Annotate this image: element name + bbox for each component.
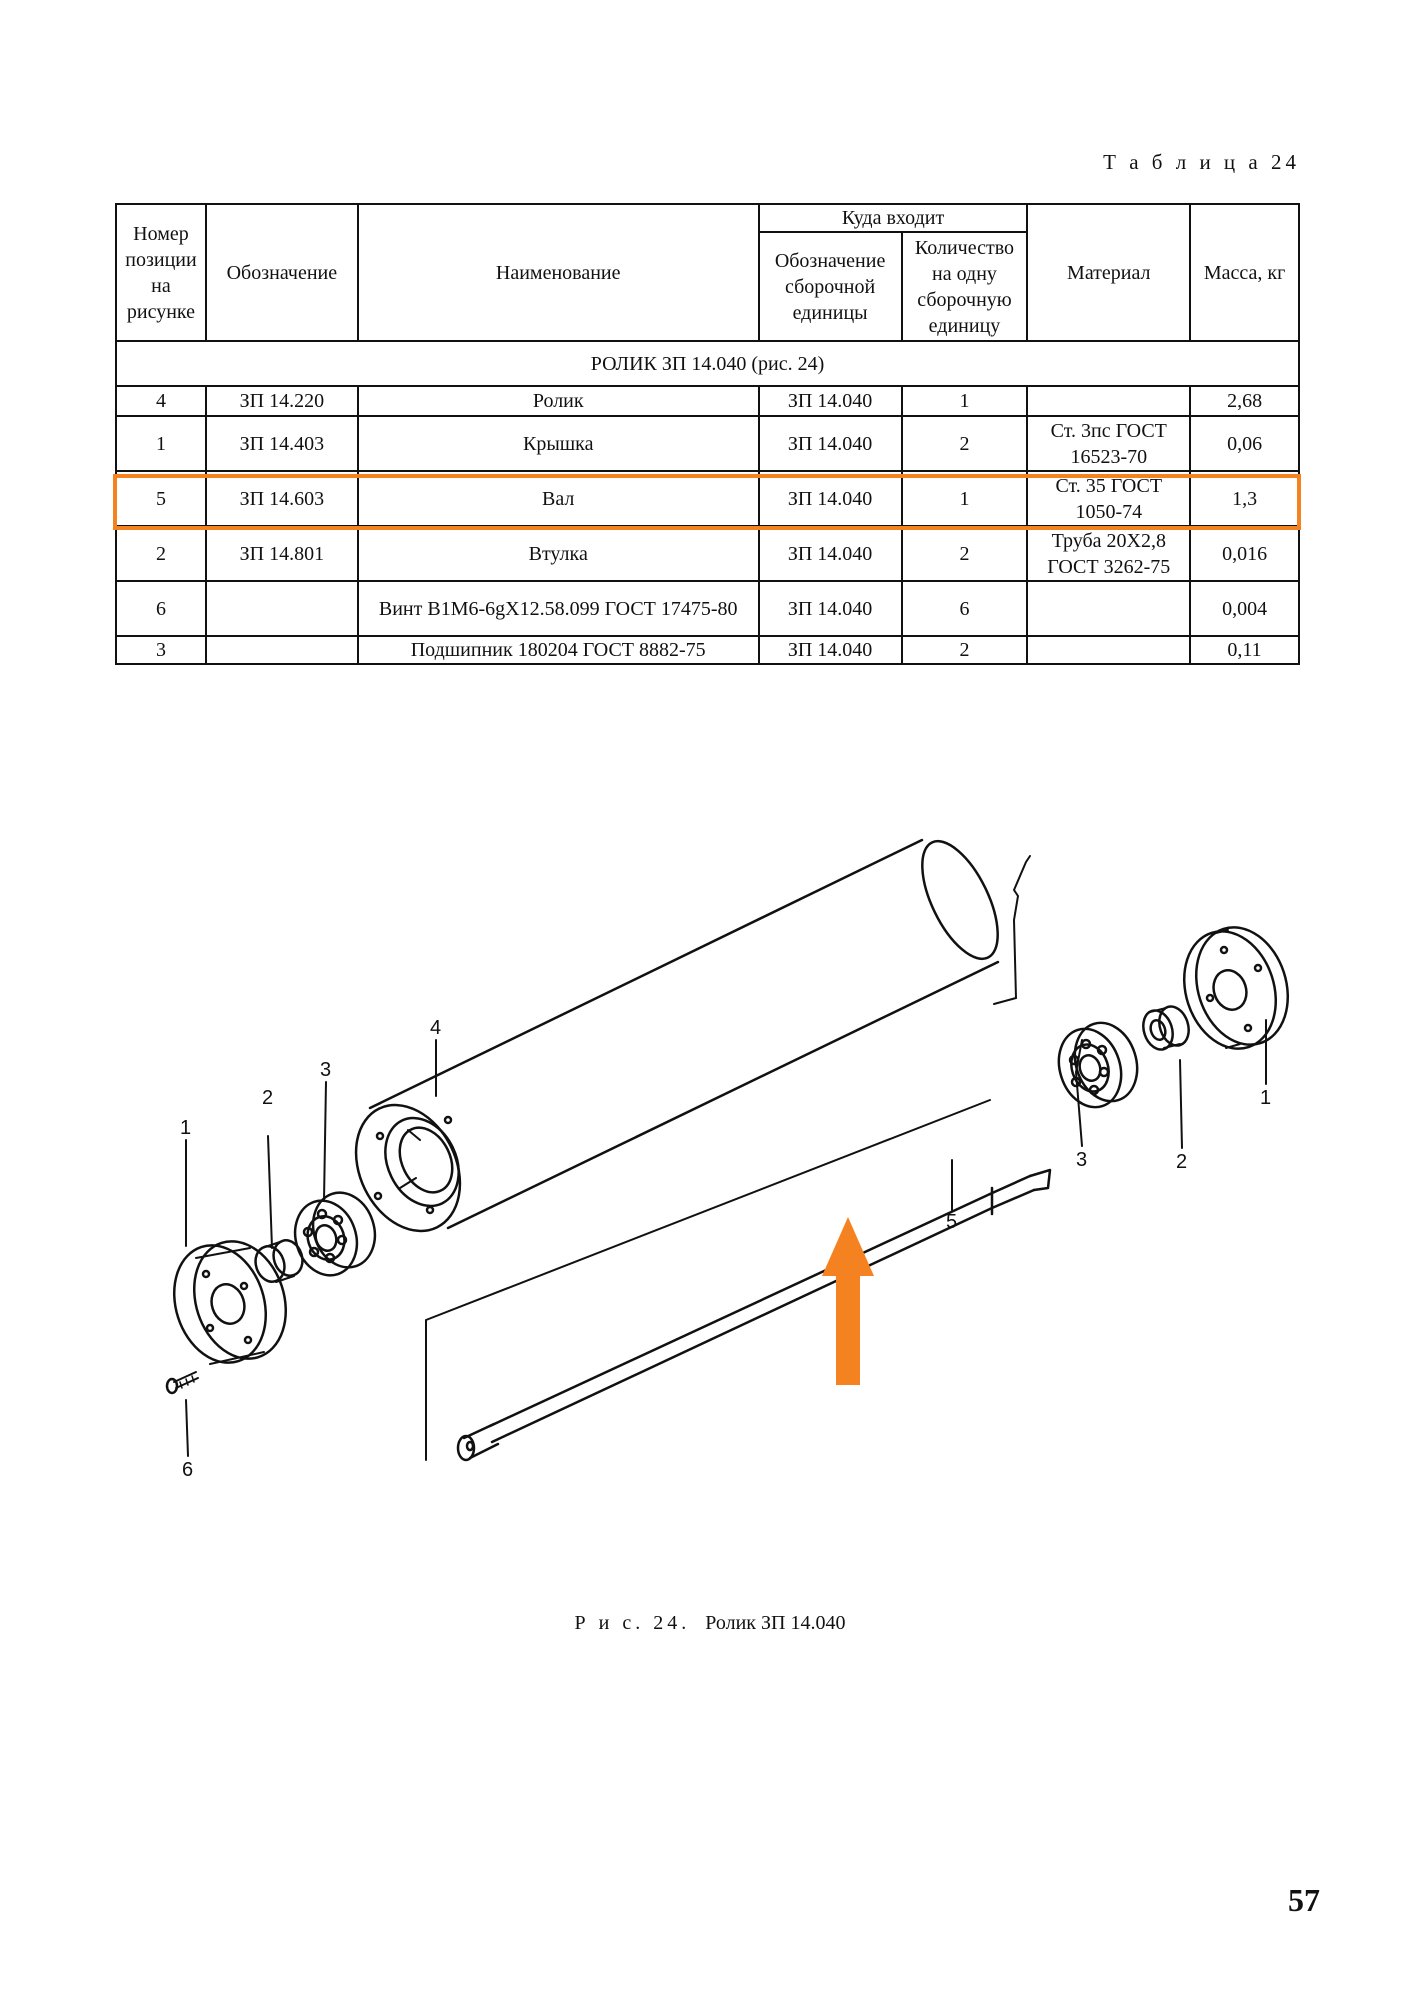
exploded-view-drawing: [130, 800, 1310, 1520]
cell-designation: ЗП 14.403: [206, 416, 358, 471]
page-number: 57: [1288, 1882, 1320, 1918]
right-bearing: [1049, 1015, 1147, 1116]
cell-mass: 2,68: [1190, 386, 1299, 416]
cell-mass: 0,004: [1190, 581, 1299, 636]
roller-exploded-figure: [130, 800, 1310, 1520]
header-designation: Обозначение: [206, 204, 358, 341]
cell-pos: 4: [116, 386, 206, 416]
cell-pos: 1: [116, 416, 206, 471]
cell-name: Подшипник 180204 ГОСТ 8882-75: [358, 636, 759, 664]
cell-material: Ст. 35 ГОСТ 1050-74: [1027, 471, 1190, 526]
header-mass: Масса, кг: [1190, 204, 1299, 341]
cell-material: Труба 20Х2,8 ГОСТ 3262-75: [1027, 526, 1190, 581]
cell-qty: 1: [902, 471, 1028, 526]
cell-mass: 0,016: [1190, 526, 1299, 581]
table-row: [116, 526, 1299, 581]
header-name: Наименование: [358, 204, 759, 341]
cell-designation: ЗП 14.220: [206, 386, 358, 416]
cell-assembly: ЗП 14.040: [759, 581, 902, 636]
cell-name: Крышка: [358, 416, 759, 471]
cell-name: Винт В1М6-6gХ12.58.099 ГОСТ 17475-80: [358, 581, 759, 636]
left-bushing: [251, 1237, 307, 1286]
up-arrow-icon: [822, 1217, 874, 1385]
cell-pos: 6: [116, 581, 206, 636]
cell-designation: [206, 581, 358, 636]
right-bushing: [1139, 1003, 1194, 1054]
screw: [167, 1372, 198, 1393]
table-row: [116, 416, 1299, 471]
header-position: Номер позиции на рисунке: [116, 204, 206, 341]
table-row: [116, 636, 1299, 664]
header-assembly: Обозначение сборочной единицы: [759, 232, 902, 341]
callout-1-right: 1: [1260, 1087, 1272, 1109]
callout-3-left: 3: [320, 1059, 332, 1081]
cell-pos: 2: [116, 526, 206, 581]
cell-designation: [206, 636, 358, 664]
cell-assembly: ЗП 14.040: [759, 416, 902, 471]
callout-2-left: 2: [262, 1087, 274, 1109]
parts-table: [115, 203, 1300, 665]
cell-material: Ст. 3пс ГОСТ 16523-70: [1027, 416, 1190, 471]
figure-caption: [420, 1612, 1000, 1635]
header-where-used: Куда входит: [759, 204, 1028, 232]
table-row: [116, 581, 1299, 636]
cell-assembly: ЗП 14.040: [759, 386, 902, 416]
figure-caption-label: Р и с. 24.: [574, 1612, 691, 1634]
cell-mass: 0,06: [1190, 416, 1299, 471]
table-row: [116, 471, 1299, 526]
cell-qty: 1: [902, 386, 1028, 416]
header-material: Материал: [1027, 204, 1190, 341]
header-quantity: Количество на одну сборочную единицу: [902, 232, 1028, 341]
callout-2-right: 2: [1176, 1151, 1188, 1173]
cell-qty: 6: [902, 581, 1028, 636]
cell-name: Ролик: [358, 386, 759, 416]
cell-material: [1027, 581, 1190, 636]
cell-material: [1027, 386, 1190, 416]
right-cover: [1170, 915, 1303, 1060]
table-caption: Т а б л и ц а 24: [1103, 150, 1300, 174]
callout-1-left: 1: [180, 1117, 192, 1139]
cell-designation: ЗП 14.801: [206, 526, 358, 581]
cell-pos: 5: [116, 471, 206, 526]
callout-3-right: 3: [1076, 1149, 1088, 1171]
callout-6: 6: [182, 1459, 194, 1481]
cell-pos: 3: [116, 636, 206, 664]
cell-assembly: ЗП 14.040: [759, 526, 902, 581]
cell-assembly: ЗП 14.040: [759, 471, 902, 526]
roller-tube: [336, 830, 1030, 1248]
cell-qty: 2: [902, 526, 1028, 581]
figure-caption-title: Ролик ЗП 14.040: [705, 1612, 846, 1634]
table-row: [116, 386, 1299, 416]
cell-mass: 0,11: [1190, 636, 1299, 664]
callout-4: 4: [430, 1017, 442, 1039]
cell-assembly: ЗП 14.040: [759, 636, 902, 664]
cell-mass: 1,3: [1190, 471, 1299, 526]
cell-name: Втулка: [358, 526, 759, 581]
cell-qty: 2: [902, 416, 1028, 471]
section-title: РОЛИК ЗП 14.040 (рис. 24): [116, 341, 1299, 386]
cell-designation: ЗП 14.603: [206, 471, 358, 526]
shaft: [426, 1100, 1050, 1460]
cell-name: Вал: [358, 471, 759, 526]
callout-5: 5: [946, 1211, 958, 1233]
cell-material: [1027, 636, 1190, 664]
cell-qty: 2: [902, 636, 1028, 664]
